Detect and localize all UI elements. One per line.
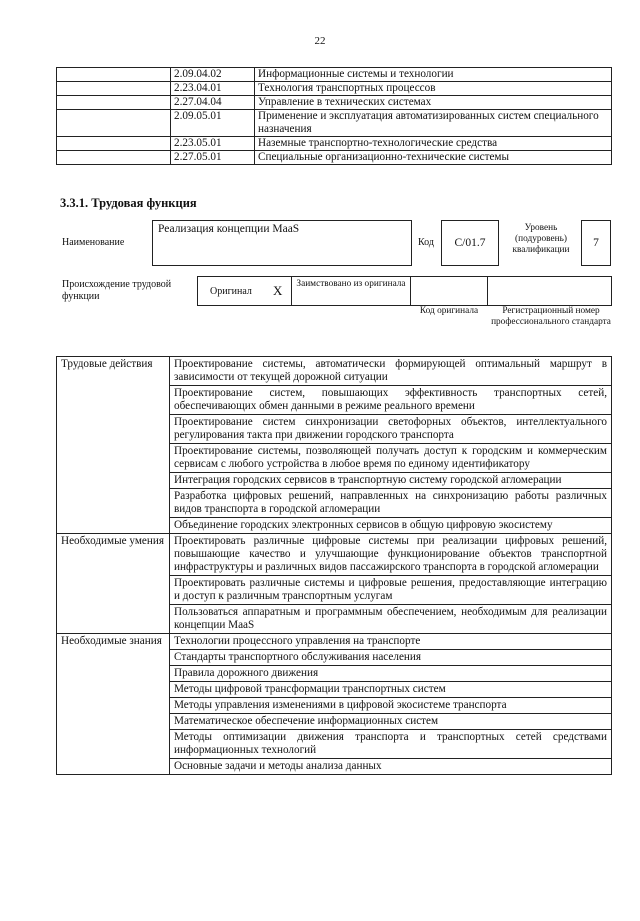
knowledge-item: Стандарты транспортного обслуживания населения [170,650,612,666]
specialty-name: Специальные организационно-технические системы [255,151,612,165]
level-value: 7 [593,237,599,249]
origin-label: Происхождение трудовой функции [62,279,172,302]
specialty-name: Наземные транспортно-технологические средства [255,137,612,151]
actions-item: Проектирование системы, автоматически формирующей оптимальный маршрут в зависимости от текущей дорожной ситуации [170,357,612,386]
codes-empty-cell [57,68,171,82]
codes-row [57,82,612,96]
actions-item: Проектирование систем синхронизации светофорных объектов, интеллектуального регулирования такта при движении городского транспорта [170,415,612,444]
original-label: Оригинал [210,286,252,297]
specialty-code: 2.23.04.01 [171,82,255,96]
original-box [197,276,292,306]
reg-number-field [487,276,612,306]
codes-empty-cell [57,137,171,151]
specialty-name: Применение и эксплуатация автоматизированных систем специального назначения [255,110,612,137]
knowledge-item: Технологии процессного управления на транспорте [170,634,612,650]
codes-empty-cell [57,82,171,96]
actions-item: Объединение городских электронных сервисов в общую цифровую экосистему [170,518,612,534]
skills-row [57,534,612,576]
page-number: 22 [314,35,326,47]
actions-category: Трудовые действия [57,357,170,534]
level-label: Уровень (подуровень) квалификации [512,223,570,255]
specialty-code: 2.27.04.04 [171,96,255,110]
codes-row [57,96,612,110]
codes-empty-cell [57,110,171,137]
codes-row [57,68,612,82]
actions-item: Интеграция городских сервисов в транспортную систему городской агломерации [170,473,612,489]
codes-row [57,110,612,137]
actions-item: Проектирование систем, повышающих эффективность транспортных сетей, обеспечивающих обмен данными в режиме реального времени [170,386,612,415]
skills-item: Пользоваться аппаратным и программным обеспечением, необходимым для реализации концепции MaaS [170,605,612,634]
specialty-name: Технология транспортных процессов [255,82,612,96]
section-title: 3.3.1. Трудовая функция [60,196,197,210]
function-name: Реализация концепции MaaS [158,223,300,235]
code-value-box [441,220,499,266]
education-codes-table [56,67,612,165]
level-value-box [581,220,611,266]
specialty-code: 2.27.05.01 [171,151,255,165]
actions-item: Разработка цифровых решений, направленных на синхронизацию работы различных видов транспорта в городской агломерации [170,489,612,518]
code-original-field [410,276,488,306]
skills-item: Проектировать различные цифровые системы при реализации цифровых решений, повышающие качество и улучшающие функционирование объектов транспортной инфраструктуры и различных видов пассажирского транспорта в городской агломерации [170,534,612,576]
skills-category: Необходимые умения [57,534,170,634]
borrowed-label: Заимствовано из оригинала [296,279,406,289]
function-name-box [152,220,412,266]
codes-empty-cell [57,96,171,110]
knowledge-item: Методы оптимизации движения транспорта и транспортных сетей средствами информационных технологий [170,730,612,759]
knowledge-item: Правила дорожного движения [170,666,612,682]
knowledge-category: Необходимые знания [57,634,170,775]
actions-item: Проектирование системы, позволяющей получать доступ к городским и коммерческим сервисам с любого устройства в любое время по единому идентификатору [170,444,612,473]
name-label: Наименование [62,237,125,248]
labor-function-table [56,356,612,775]
knowledge-row [57,634,612,650]
knowledge-item: Методы управления изменениями в цифровой экосистеме транспорта [170,698,612,714]
code-value: C/01.7 [454,237,486,249]
specialty-code: 2.09.04.02 [171,68,255,82]
reg-number-label: Регистрационный номер профессионального стандарта [491,306,611,327]
knowledge-item: Основные задачи и методы анализа данных [170,759,612,775]
codes-row [57,137,612,151]
knowledge-item: Математическое обеспечение информационных систем [170,714,612,730]
knowledge-item: Методы цифровой трансформации транспортных систем [170,682,612,698]
specialty-code: 2.23.05.01 [171,137,255,151]
code-label: Код [418,237,434,248]
specialty-code: 2.09.05.01 [171,110,255,137]
actions-row [57,357,612,386]
original-mark: X [273,283,283,298]
codes-empty-cell [57,151,171,165]
skills-item: Проектировать различные системы и цифровые решения, предоставляющие интеграцию и доступ к различным транспортным услугам [170,576,612,605]
codes-row [57,151,612,165]
specialty-name: Информационные системы и технологии [255,68,612,82]
code-original-label: Код оригинала [419,306,479,316]
specialty-name: Управление в технических системах [255,96,612,110]
borrowed-box [291,276,411,306]
